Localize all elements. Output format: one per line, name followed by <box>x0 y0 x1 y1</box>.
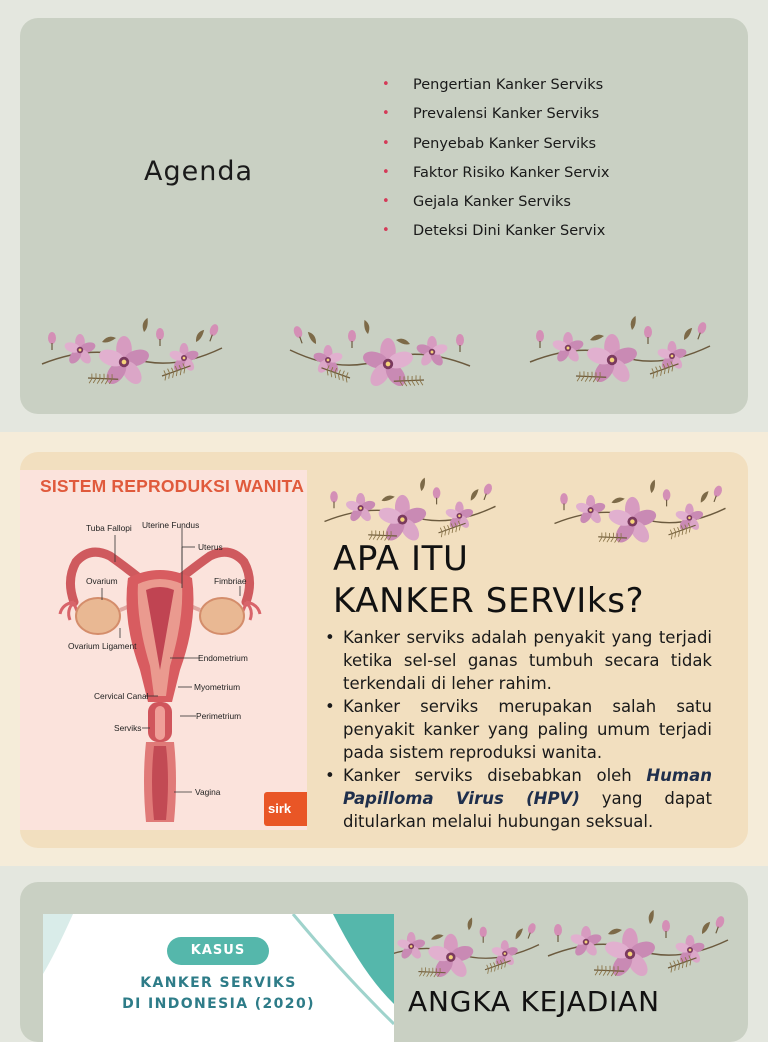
case-heading-line-2: DI INDONESIA (2020) <box>122 996 315 1012</box>
diagram-heading: SISTEM REPRODUKSI WANITA <box>40 476 305 496</box>
paragraph-text-post: yang dapat ditularkan melalui hubungan seksual. <box>343 789 712 831</box>
agenda-item <box>382 104 609 133</box>
title-line-1: APA ITU <box>333 539 469 579</box>
bullet-text-body <box>320 626 712 836</box>
agenda-item-label: Faktor Risiko Kanker Servix <box>413 164 610 181</box>
label-tuba-fallopi: Tuba Fallopi <box>86 523 132 533</box>
bullet-icon: • <box>325 766 335 785</box>
bullet-paragraph <box>320 695 712 764</box>
label-cervical-canal: Cervical Canal <box>94 691 149 701</box>
agenda-item <box>382 75 609 104</box>
paragraph-text: Kanker serviks adalah penyakit yang terjadi ketika sel-sel ganas tumbuh secara tidak terkendali di leher rahim. <box>343 628 712 693</box>
agenda-item-label: Penyebab Kanker Serviks <box>413 135 597 152</box>
label-fimbriae: Fimbriae <box>214 576 247 586</box>
bullet-paragraph <box>320 764 712 833</box>
bullet-icon: • <box>382 164 390 180</box>
label-vagina: Vagina <box>195 787 221 797</box>
agenda-item <box>382 163 609 192</box>
case-heading-line-1: KANKER SERVIKS <box>140 975 297 991</box>
paragraph-text: Kanker serviks merupakan salah satu penyakit kanker yang paling umum terjadi pada sistem reproduksi wanita. <box>343 697 712 762</box>
label-ovarium: Ovarium <box>86 576 118 586</box>
bullet-icon: • <box>382 77 390 92</box>
agenda-item-label: Deteksi Dini Kanker Servix <box>413 223 606 240</box>
bullet-icon: • <box>325 697 335 716</box>
hpv-emphasis: Human Papilloma Virus (HPV) <box>343 766 712 808</box>
label-uterine-fundus: Uterine Fundus <box>142 520 200 530</box>
agenda-item <box>382 134 609 163</box>
agenda-item-label: Gejala Kanker Serviks <box>413 194 571 211</box>
case-infographic <box>43 914 394 1042</box>
slide-title: ANGKA KEJADIAN <box>408 985 660 1018</box>
bullet-paragraph <box>320 626 712 695</box>
label-ovarium-ligament: Ovarium Ligament <box>68 641 137 651</box>
label-serviks: Serviks <box>114 723 142 733</box>
label-uterus: Uterus <box>198 542 223 552</box>
paragraph-text-pre: Kanker serviks disebabkan oleh <box>343 766 632 785</box>
case-badge: KASUS <box>167 937 269 965</box>
agenda-list <box>382 75 609 251</box>
agenda-item <box>382 221 609 250</box>
title-line-2: KANKER SERVIks? <box>333 581 645 621</box>
bullet-icon: • <box>382 194 390 210</box>
reproductive-system-diagram <box>20 470 307 830</box>
bullet-icon: • <box>382 223 390 239</box>
floral-decoration <box>20 308 748 408</box>
label-myometrium: Myometrium <box>194 682 241 692</box>
agenda-item <box>382 192 609 221</box>
bullet-icon: • <box>325 628 335 647</box>
incidence-slide <box>20 882 748 1042</box>
bullet-icon: • <box>382 135 390 151</box>
agenda-item-label: Prevalensi Kanker Serviks <box>413 106 600 123</box>
bullet-icon: • <box>382 106 390 122</box>
cervical-cancer-slide <box>20 452 748 848</box>
label-endometrium: Endometrium <box>198 653 248 663</box>
agenda-slide <box>20 18 748 414</box>
label-perimetrium: Perimetrium <box>196 711 242 721</box>
brand-logo: sirk <box>264 792 307 826</box>
agenda-title: Agenda <box>144 156 254 187</box>
slide-title <box>333 538 644 622</box>
agenda-item-label: Pengertian Kanker Serviks <box>413 77 604 93</box>
